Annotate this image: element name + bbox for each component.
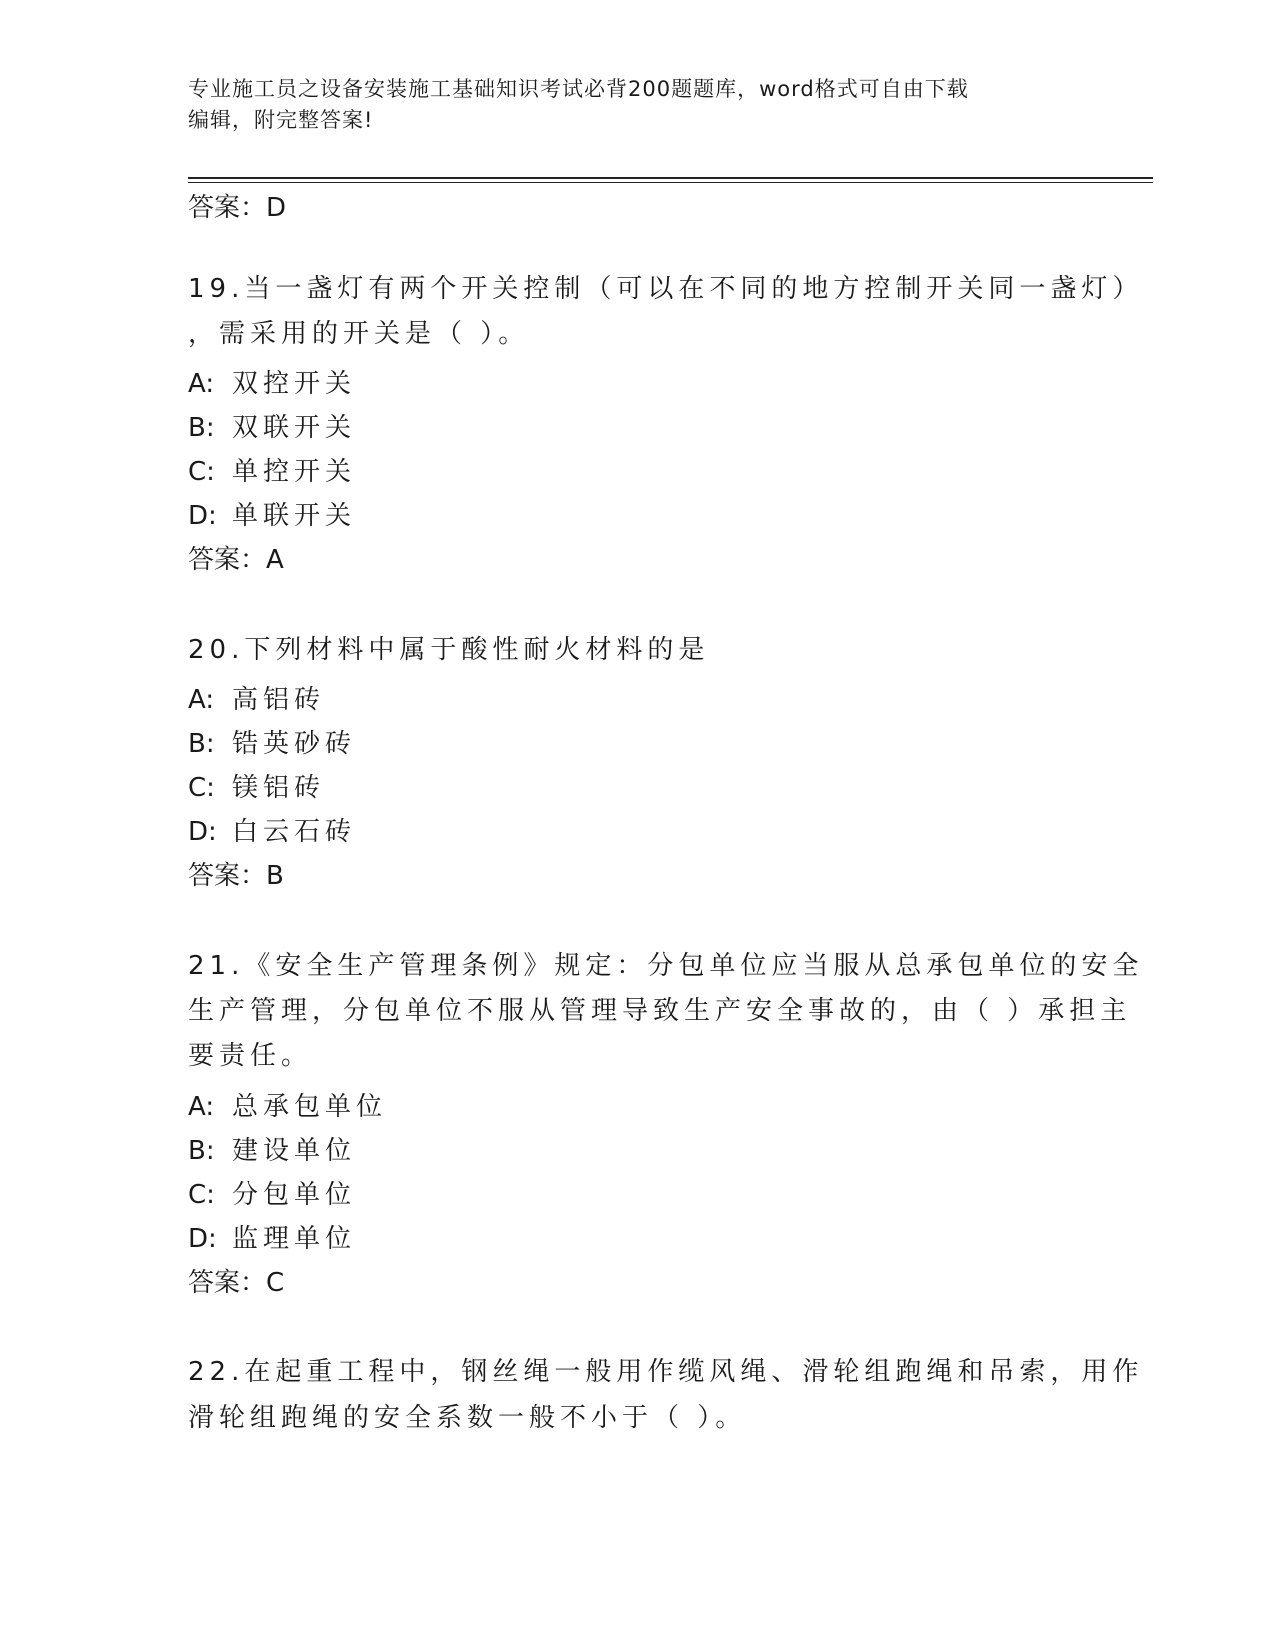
question-19-option-d: [188, 500, 356, 532]
answer-previous: 答案：D: [188, 193, 287, 223]
option-text: 双联开关: [232, 413, 357, 443]
option-text: 分包单位: [232, 1180, 357, 1210]
option-letter: D:: [188, 501, 217, 531]
question-21-line-2: 生产管理，分包单位不服从管理导致生产安全事故的，由（ ）承担主: [188, 996, 1132, 1026]
question-19-answer: 答案：A: [188, 545, 284, 575]
header-line-1: 专业施工员之设备安装施工基础知识考试必背200题题库，word格式可自由下载: [188, 77, 969, 101]
header-line-2: 编辑，附完整答案!: [188, 108, 374, 132]
question-21-answer: 答案：C: [188, 1268, 285, 1298]
question-20-option-b: [188, 728, 356, 760]
question-21-option-d: [188, 1223, 356, 1255]
option-text: 白云石砖: [232, 817, 357, 847]
document-header: [188, 74, 1088, 136]
question-19-option-b: [188, 412, 356, 444]
option-text: 监理单位: [232, 1224, 357, 1254]
option-text: 锆英砂砖: [232, 729, 357, 759]
question-21-line-3: 要责任。: [188, 1041, 313, 1071]
question-20-answer: 答案：B: [188, 861, 284, 891]
option-letter: B:: [188, 1136, 215, 1166]
option-text: 单控开关: [232, 457, 357, 487]
option-text: 单联开关: [232, 501, 357, 531]
question-22-line-2: 滑轮组跑绳的安全系数一般不小于（ ）。: [188, 1403, 747, 1433]
option-letter: C:: [188, 773, 215, 803]
question-21-line-1: 21.《安全生产管理条例》规定：分包单位应当服从总承包单位的安全: [188, 951, 1144, 981]
question-21-option-b: [188, 1135, 356, 1167]
question-22-line-1: 22.在起重工程中，钢丝绳一般用作缆风绳、滑轮组跑绳和吊索，用作: [188, 1357, 1144, 1387]
header-divider-thick: [188, 177, 1153, 179]
question-21-option-c: [188, 1179, 356, 1211]
option-letter: A:: [188, 369, 215, 399]
option-text: 镁铝砖: [232, 773, 326, 803]
question-19-line-2: ，需采用的开关是（ ）。: [188, 319, 530, 349]
option-text: 建设单位: [232, 1136, 357, 1166]
question-20-option-c: [188, 772, 325, 804]
header-divider-thin: [188, 182, 1153, 183]
question-19-option-c: [188, 456, 356, 488]
option-letter: A:: [188, 685, 215, 715]
option-text: 双控开关: [232, 369, 357, 399]
question-20-option-d: [188, 816, 356, 848]
option-letter: A:: [188, 1092, 215, 1122]
question-19-line-1: 19.当一盏灯有两个开关控制（可以在不同的地方控制开关同一盏灯）: [188, 274, 1144, 304]
option-letter: C:: [188, 457, 215, 487]
option-letter: C:: [188, 1180, 215, 1210]
option-letter: B:: [188, 413, 215, 443]
option-letter: B:: [188, 729, 215, 759]
option-text: 总承包单位: [232, 1092, 388, 1122]
option-text: 高铝砖: [232, 685, 326, 715]
question-19-option-a: [188, 368, 356, 400]
option-letter: D:: [188, 1224, 217, 1254]
question-20-option-a: [188, 684, 325, 716]
option-letter: D:: [188, 817, 217, 847]
question-21-option-a: [188, 1091, 387, 1123]
question-20-line-1: 20.下列材料中属于酸性耐火材料的是: [188, 635, 710, 665]
